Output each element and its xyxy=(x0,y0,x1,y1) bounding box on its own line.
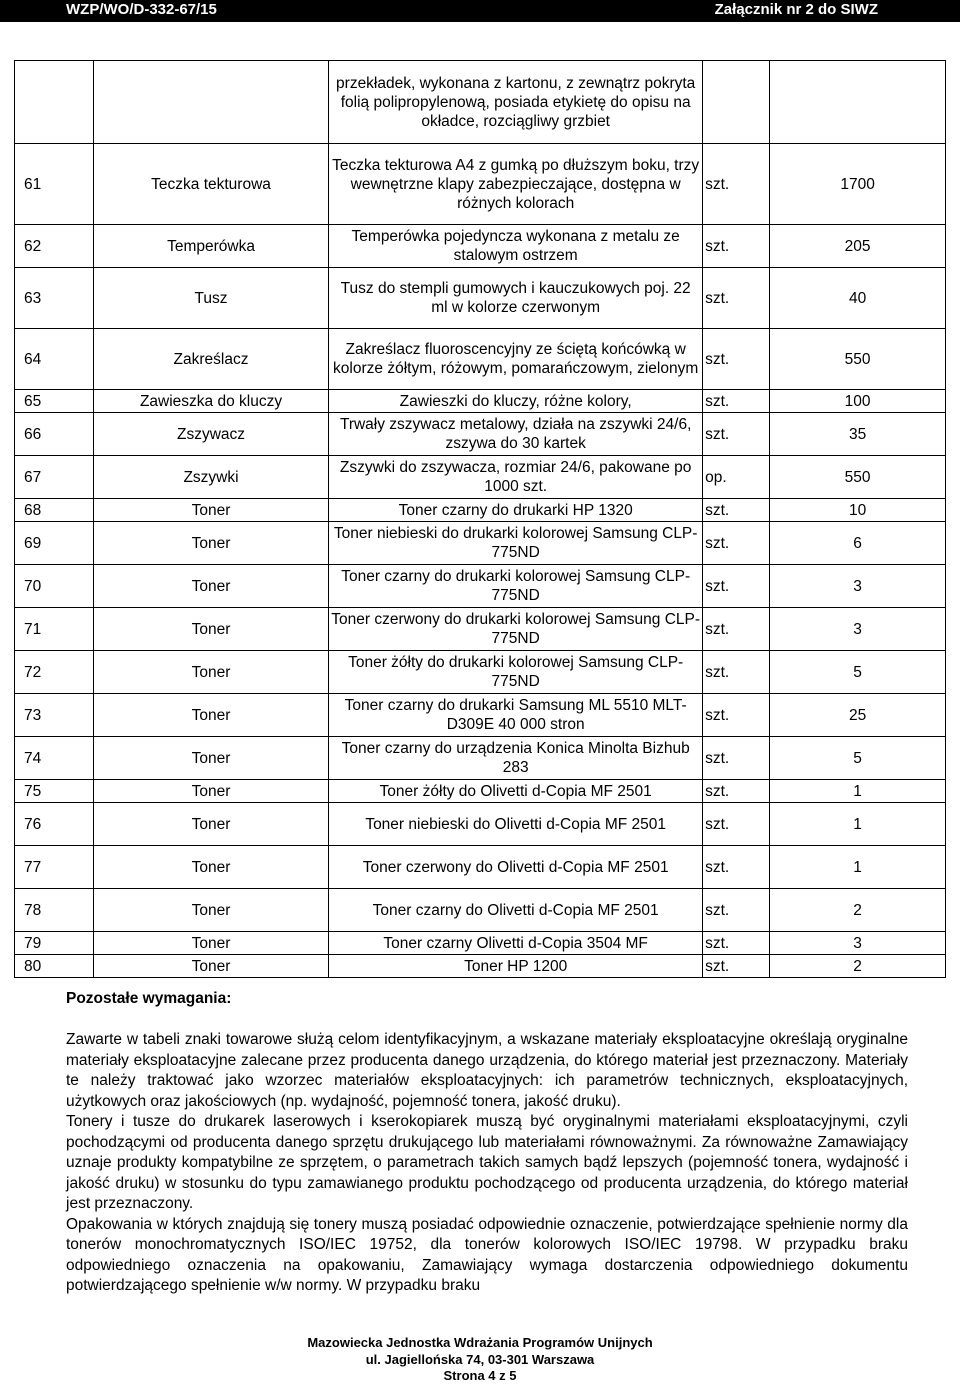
table-row xyxy=(15,737,946,780)
table-row xyxy=(15,565,946,608)
cell-name: Toner xyxy=(93,932,328,955)
table-row-continuation xyxy=(15,61,946,144)
cell-unit: szt. xyxy=(703,144,770,225)
table-row xyxy=(15,390,946,413)
table-row xyxy=(15,329,946,390)
cell-quantity: 1 xyxy=(770,780,946,803)
table-row xyxy=(15,413,946,456)
cell-no: 71 xyxy=(15,608,94,651)
cell-description: Tusz do stempli gumowych i kauczukowych poj. 22 ml w kolorze czerwonym xyxy=(329,268,703,329)
cell-name: Toner xyxy=(93,651,328,694)
cell-no: 73 xyxy=(15,694,94,737)
table-row xyxy=(15,932,946,955)
cell-no: 63 xyxy=(15,268,94,329)
cell-quantity: 25 xyxy=(770,694,946,737)
cell-name xyxy=(93,61,328,144)
table-row xyxy=(15,846,946,889)
cell-no: 64 xyxy=(15,329,94,390)
cell-no xyxy=(15,61,94,144)
table-row xyxy=(15,522,946,565)
cell-unit: szt. xyxy=(703,737,770,780)
cell-unit: szt. xyxy=(703,846,770,889)
cell-name: Toner xyxy=(93,955,328,978)
requirements-title: Pozostałe wymagania: xyxy=(66,990,232,1007)
table-row xyxy=(15,268,946,329)
cell-unit: szt. xyxy=(703,932,770,955)
cell-no: 62 xyxy=(15,225,94,268)
cell-unit: szt. xyxy=(703,329,770,390)
cell-unit: szt. xyxy=(703,955,770,978)
cell-quantity: 550 xyxy=(770,456,946,499)
page-footer xyxy=(0,1335,960,1385)
cell-unit: szt. xyxy=(703,651,770,694)
cell-description: Toner żółty do drukarki kolorowej Samsung CLP-775ND xyxy=(329,651,703,694)
cell-description: Toner czarny do drukarki Samsung ML 5510 MLT-D309E 40 000 stron xyxy=(329,694,703,737)
cell-quantity: 3 xyxy=(770,608,946,651)
table-row xyxy=(15,651,946,694)
cell-no: 68 xyxy=(15,499,94,522)
cell-quantity: 5 xyxy=(770,651,946,694)
requirements-paragraph: Tonery i tusze do drukarek laserowych i kserokopiarek muszą być oryginalnymi materiałami eksploatacyjnymi, czyli pochodzącymi od producenta danego sprzętu drukującego lub materiałami równoważnymi. Za równoważne Zamawiający uznaje produkty kompatybilne ze sprzętem, o parametrach takich samych bądź lepszych (pojemność tonera, wydajność i jakość druku) w stosunku do typu zamawianego produktu pochodzącego od producenta urządzenia, do którego materiał jest przeznaczony. xyxy=(66,1113,908,1212)
cell-name: Zawieszka do kluczy xyxy=(93,390,328,413)
cell-quantity: 6 xyxy=(770,522,946,565)
cell-description: Temperówka pojedyncza wykonana z metalu ze stalowym ostrzem xyxy=(329,225,703,268)
footer-page-number: Strona 4 z 5 xyxy=(443,1368,517,1383)
document-reference: WZP/WO/D-332-67/15 xyxy=(66,1,217,18)
cell-description: Toner HP 1200 xyxy=(329,955,703,978)
cell-description: Toner czarny do drukarki kolorowej Samsung CLP-775ND xyxy=(329,565,703,608)
cell-name: Toner xyxy=(93,780,328,803)
cell-quantity xyxy=(770,61,946,144)
cell-quantity: 1 xyxy=(770,846,946,889)
cell-description: Toner czerwony do Olivetti d-Copia MF 2501 xyxy=(329,846,703,889)
cell-name: Temperówka xyxy=(93,225,328,268)
cell-no: 79 xyxy=(15,932,94,955)
cell-description: Toner czarny do urządzenia Konica Minolta Bizhub 283 xyxy=(329,737,703,780)
cell-no: 67 xyxy=(15,456,94,499)
cell-unit: szt. xyxy=(703,413,770,456)
cell-name: Toner xyxy=(93,846,328,889)
table-row xyxy=(15,780,946,803)
cell-description: Toner czarny do Olivetti d-Copia MF 2501 xyxy=(329,889,703,932)
requirements-paragraph: Zawarte w tabeli znaki towarowe służą celom identyfikacyjnym, a wskazane materiały eksploatacyjne określają oryginalne materiały eksploatacyjne zalecane przez producenta danego urządzenia, do którego materiał jest przeznaczony. Materiały te należy traktować jako wzorzec materiałów eksploatacyjnych: ich parametrów technicznych, eksploatacyjnych, użytkowych oraz jakościowych (np. wydajność, pojemność tonera, jakość druku). xyxy=(66,1031,908,1110)
cell-name: Toner xyxy=(93,803,328,846)
cell-quantity: 550 xyxy=(770,329,946,390)
cell-description: przekładek, wykonana z kartonu, z zewnątrz pokryta folią polipropylenową, posiada etykietę do opisu na okładce, rozciągliwy grzbiet xyxy=(329,61,703,144)
cell-unit: szt. xyxy=(703,694,770,737)
cell-description: Zszywki do zszywacza, rozmiar 24/6, pakowane po 1000 szt. xyxy=(329,456,703,499)
cell-unit: szt. xyxy=(703,780,770,803)
cell-name: Zakreślacz xyxy=(93,329,328,390)
footer-organization: Mazowiecka Jednostka Wdrażania Programów Unijnych xyxy=(307,1335,653,1350)
cell-name: Toner xyxy=(93,608,328,651)
cell-no: 65 xyxy=(15,390,94,413)
cell-name: Toner xyxy=(93,694,328,737)
cell-name: Zszywki xyxy=(93,456,328,499)
cell-no: 74 xyxy=(15,737,94,780)
cell-unit: szt. xyxy=(703,608,770,651)
cell-unit: szt. xyxy=(703,268,770,329)
cell-no: 70 xyxy=(15,565,94,608)
cell-quantity: 3 xyxy=(770,565,946,608)
table-row xyxy=(15,225,946,268)
cell-unit: szt. xyxy=(703,390,770,413)
cell-name: Toner xyxy=(93,737,328,780)
table-row xyxy=(15,144,946,225)
table-row xyxy=(15,499,946,522)
requirements-paragraph: Opakowania w których znajdują się tonery muszą posiadać odpowiednie oznaczenie, potwierdzające spełnienie normy dla tonerów monochromatycznych ISO/IEC 19752, dla tonerów kolorowych ISO/IEC 19798. W przypadku braku odpowiedniego oznaczenia na opakowaniu, Zamawiający wymaga dostarczenia odpowiedniego dokumentu potwierdzającego spełnienie w/w normy. W przypadku braku xyxy=(66,1215,908,1294)
cell-quantity: 2 xyxy=(770,955,946,978)
cell-description: Zakreślacz fluoroscencyjny ze ściętą końcówką w kolorze żółtym, różowym, pomarańczowym, zielonym xyxy=(329,329,703,390)
cell-no: 77 xyxy=(15,846,94,889)
table-row xyxy=(15,694,946,737)
attachment-label: Załącznik nr 2 do SIWZ xyxy=(714,1,878,18)
cell-unit: op. xyxy=(703,456,770,499)
cell-description: Zawieszki do kluczy, różne kolory, xyxy=(329,390,703,413)
cell-name: Toner xyxy=(93,499,328,522)
cell-quantity: 1700 xyxy=(770,144,946,225)
cell-description: Teczka tekturowa A4 z gumką po dłuższym boku, trzy wewnętrzne klapy zabezpieczające, dostępna w różnych kolorach xyxy=(329,144,703,225)
cell-name: Teczka tekturowa xyxy=(93,144,328,225)
cell-no: 76 xyxy=(15,803,94,846)
table-row xyxy=(15,955,946,978)
cell-name: Toner xyxy=(93,522,328,565)
cell-quantity: 100 xyxy=(770,390,946,413)
cell-name: Toner xyxy=(93,889,328,932)
cell-name: Toner xyxy=(93,565,328,608)
cell-no: 75 xyxy=(15,780,94,803)
cell-no: 66 xyxy=(15,413,94,456)
cell-unit: szt. xyxy=(703,889,770,932)
table-row xyxy=(15,608,946,651)
cell-quantity: 5 xyxy=(770,737,946,780)
page-header-bar xyxy=(0,0,960,22)
cell-name: Zszywacz xyxy=(93,413,328,456)
cell-no: 61 xyxy=(15,144,94,225)
cell-quantity: 35 xyxy=(770,413,946,456)
cell-description: Toner czarny do drukarki HP 1320 xyxy=(329,499,703,522)
cell-quantity: 40 xyxy=(770,268,946,329)
cell-unit: szt. xyxy=(703,565,770,608)
cell-description: Toner niebieski do drukarki kolorowej Samsung CLP-775ND xyxy=(329,522,703,565)
footer-address: ul. Jagiellońska 74, 03-301 Warszawa xyxy=(365,1351,595,1367)
cell-unit: szt. xyxy=(703,803,770,846)
requirements-text xyxy=(66,1030,908,1297)
cell-unit: szt. xyxy=(703,499,770,522)
cell-unit xyxy=(703,61,770,144)
items-table xyxy=(14,60,946,978)
cell-description: Toner niebieski do Olivetti d-Copia MF 2501 xyxy=(329,803,703,846)
cell-description: Toner czerwony do drukarki kolorowej Samsung CLP-775ND xyxy=(329,608,703,651)
cell-no: 78 xyxy=(15,889,94,932)
cell-no: 72 xyxy=(15,651,94,694)
cell-no: 80 xyxy=(15,955,94,978)
cell-no: 69 xyxy=(15,522,94,565)
cell-description: Toner żółty do Olivetti d-Copia MF 2501 xyxy=(329,780,703,803)
table-row xyxy=(15,803,946,846)
cell-description: Trwały zszywacz metalowy, działa na zszywki 24/6, zszywa do 30 kartek xyxy=(329,413,703,456)
cell-unit: szt. xyxy=(703,225,770,268)
table-row xyxy=(15,889,946,932)
cell-quantity: 205 xyxy=(770,225,946,268)
cell-quantity: 1 xyxy=(770,803,946,846)
table-row xyxy=(15,456,946,499)
cell-unit: szt. xyxy=(703,522,770,565)
cell-description: Toner czarny Olivetti d-Copia 3504 MF xyxy=(329,932,703,955)
cell-quantity: 10 xyxy=(770,499,946,522)
cell-name: Tusz xyxy=(93,268,328,329)
cell-quantity: 3 xyxy=(770,932,946,955)
cell-quantity: 2 xyxy=(770,889,946,932)
